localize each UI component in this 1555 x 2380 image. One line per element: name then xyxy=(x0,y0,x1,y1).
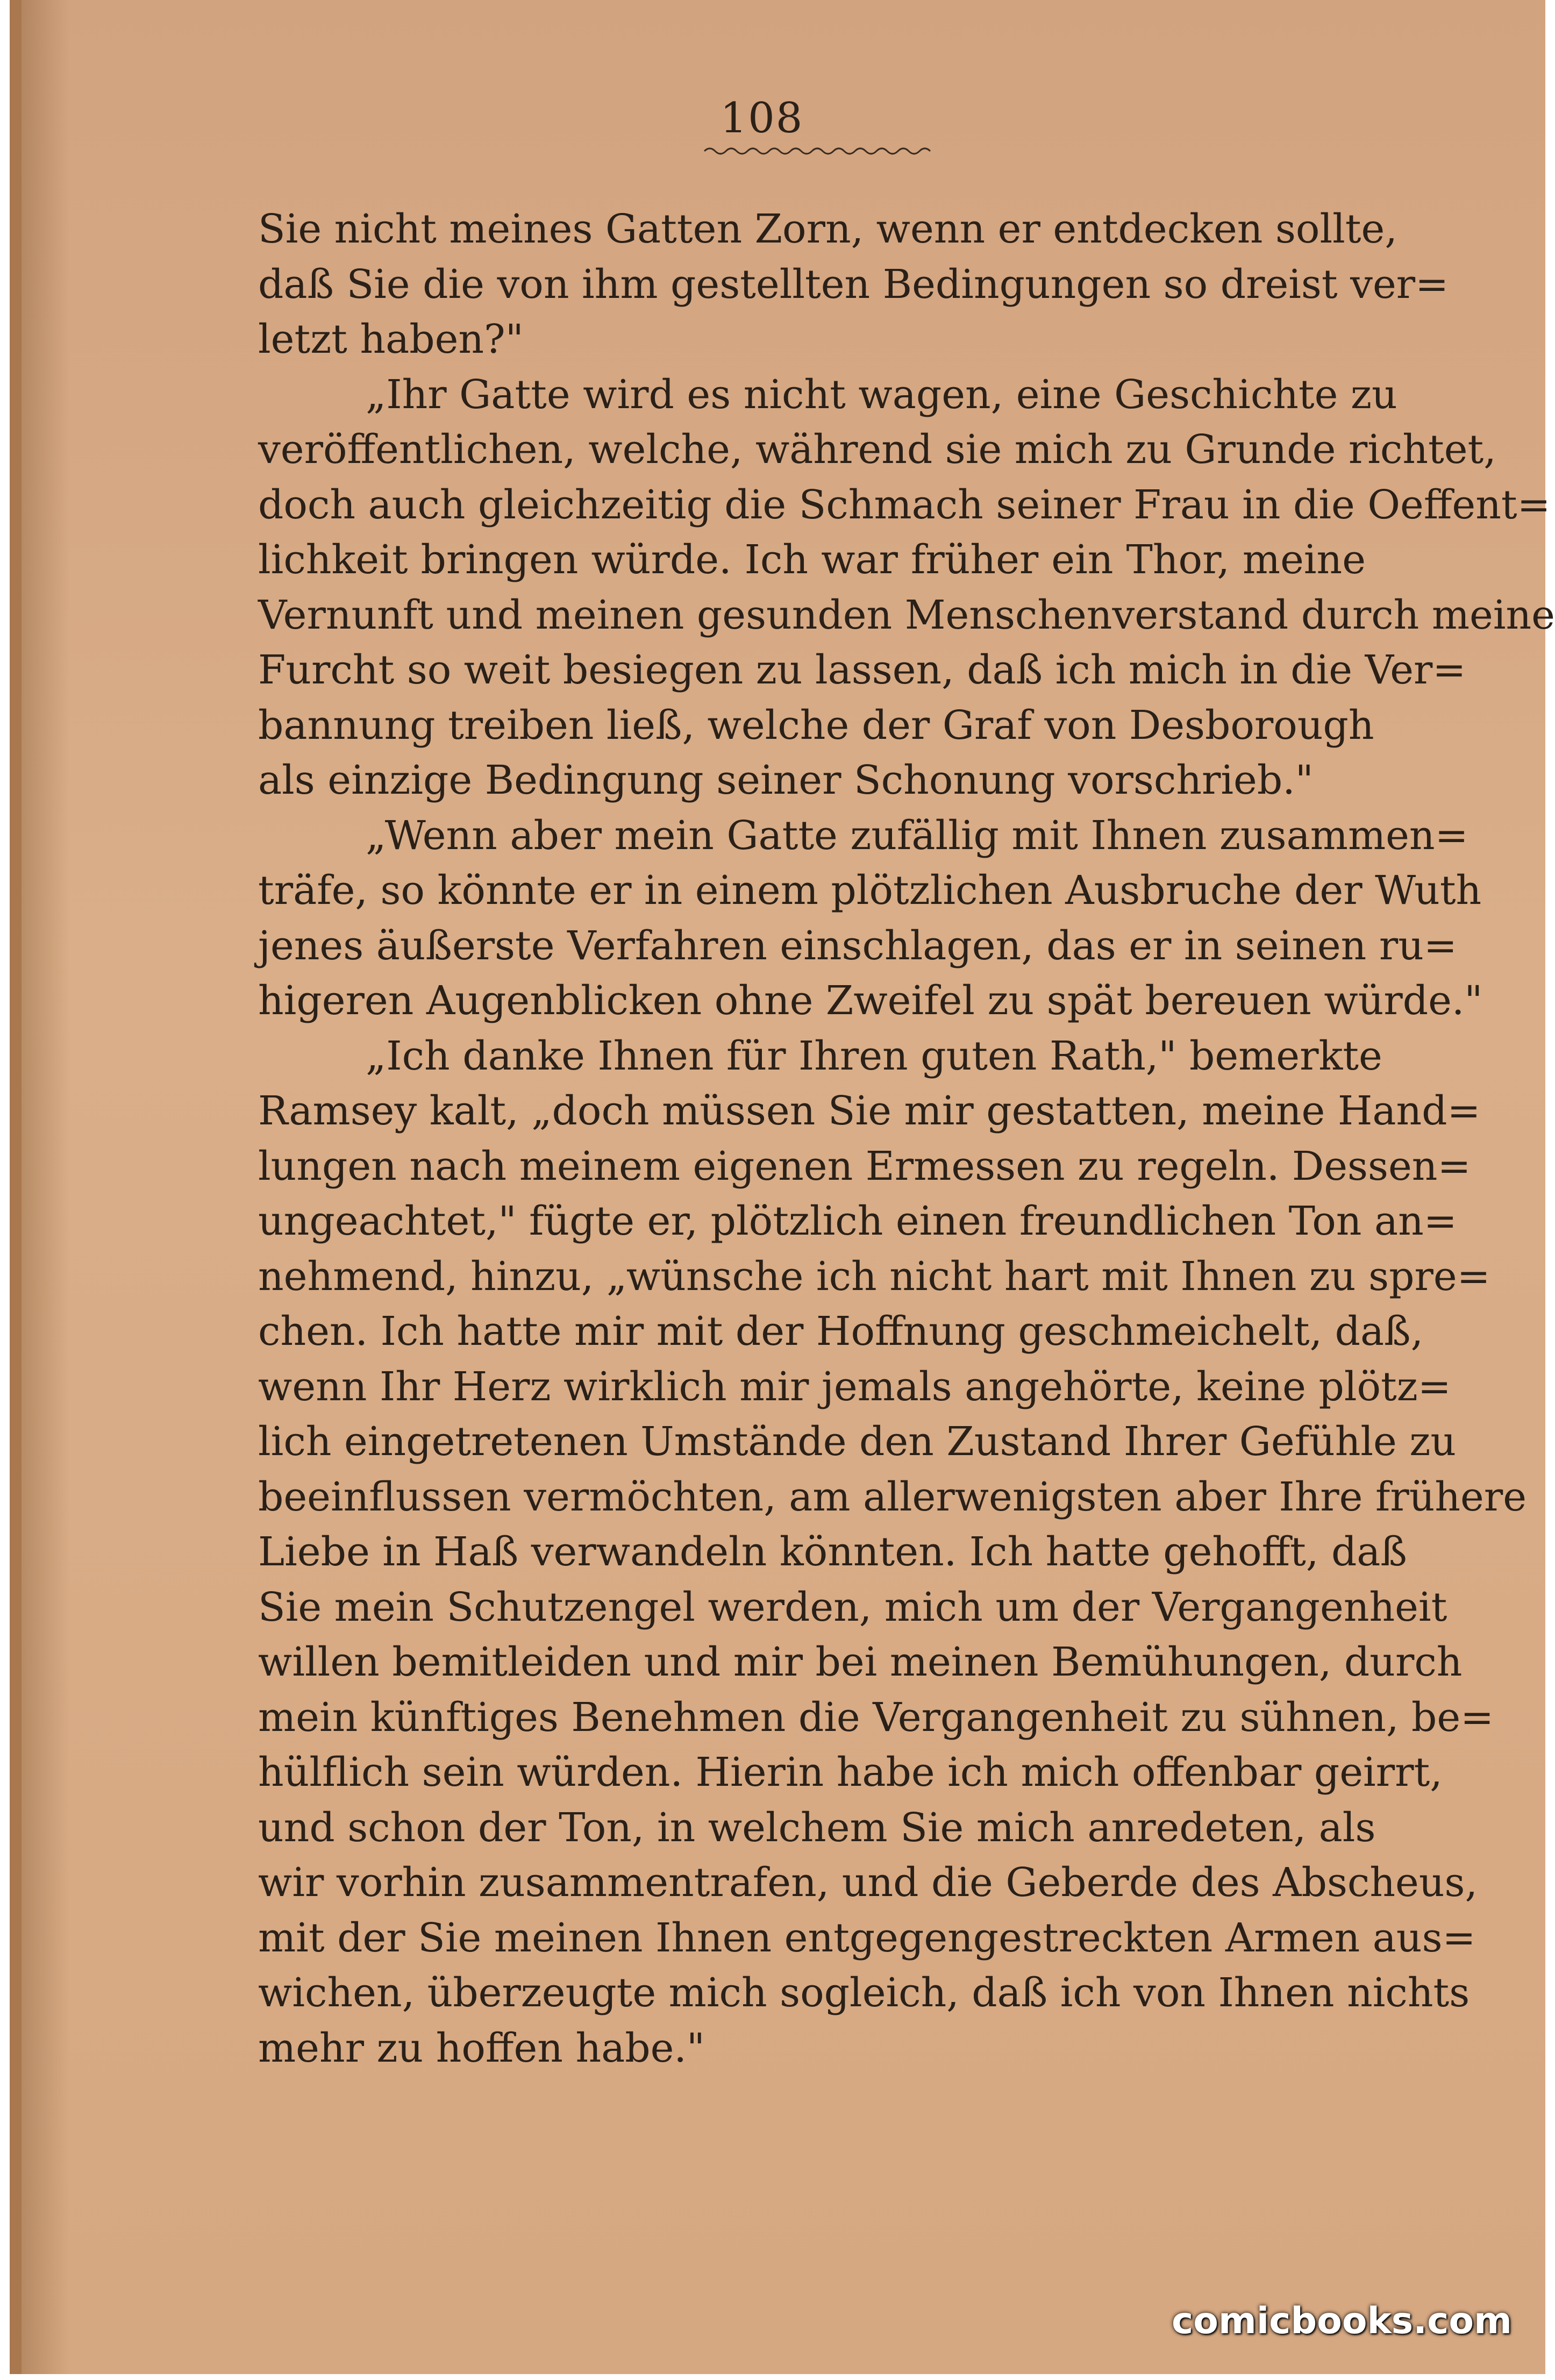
text-line: Ramsey kalt, „doch müssen Sie mir gestatten, meine Hand= xyxy=(258,1088,1481,1134)
book-page xyxy=(10,0,1555,2374)
text-line: „Ich danke Ihnen für Ihren guten Rath," bemerkte xyxy=(366,1032,1382,1079)
text-line: willen bemitleiden und mir bei meinen Bemühungen, durch xyxy=(258,1639,1463,1685)
text-line: mein künftiges Benehmen die Vergangenheit zu sühnen, be= xyxy=(258,1694,1494,1741)
text-line: Vernunft und meinen gesunden Menschenverstand durch meine xyxy=(258,592,1555,638)
text-line: hülflich sein würden. Hierin habe ich mich offenbar geirrt, xyxy=(258,1749,1443,1795)
text-line: doch auch gleichzeitig die Schmach seiner Frau in die Oeffent= xyxy=(258,481,1551,528)
text-line: als einzige Bedingung seiner Schonung vorschrieb." xyxy=(258,757,1314,803)
text-line: „Ihr Gatte wird es nicht wagen, eine Geschichte zu xyxy=(366,371,1397,418)
text-line: und schon der Ton, in welchem Sie mich anredeten, als xyxy=(258,1804,1376,1851)
text-line: träfe, so könnte er in einem plötzlichen Ausbruche der Wuth xyxy=(258,867,1482,914)
text-line: Furcht so weit besiegen zu lassen, daß ich mich in die Ver= xyxy=(258,647,1466,693)
text-line: „Wenn aber mein Gatte zufällig mit Ihnen zusammen= xyxy=(366,812,1468,859)
text-line: mit der Sie meinen Ihnen entgegengestreckten Armen aus= xyxy=(258,1914,1476,1961)
text-line: daß Sie die von ihm gestellten Bedingungen so dreist ver= xyxy=(258,261,1449,308)
page-number: 108 xyxy=(720,94,804,142)
text-line: Sie mein Schutzengel werden, mich um der Vergangenheit xyxy=(258,1584,1447,1630)
text-line: letzt haben?" xyxy=(258,316,524,362)
text-line: beeinflussen vermöchten, am allerwenigsten aber Ihre frühere xyxy=(258,1473,1527,1520)
text-line: Sie nicht meines Gatten Zorn, wenn er entdecken sollte, xyxy=(258,206,1397,252)
text-line: lich eingetretenen Umstände den Zustand Ihrer Gefühle zu xyxy=(258,1419,1457,1465)
text-line: Liebe in Haß verwandeln könnten. Ich hatte gehofft, daß xyxy=(258,1529,1407,1575)
body-text xyxy=(258,202,1555,2076)
text-line: jenes äußerste Verfahren einschlagen, das er in seinen ru= xyxy=(258,922,1457,969)
text-line: mehr zu hoffen habe." xyxy=(258,2025,705,2071)
page-edge-stain xyxy=(22,0,70,2374)
text-line: chen. Ich hatte mir mit der Hoffnung geschmeichelt, daß, xyxy=(258,1308,1424,1355)
text-line: ungeachtet," fügte er, plötzlich einen freundlichen Ton an= xyxy=(258,1198,1457,1244)
text-line: higeren Augenblicken ohne Zweifel zu spät bereuen würde." xyxy=(258,978,1483,1024)
text-line: bannung treiben ließ, welche der Graf von Desborough xyxy=(258,702,1374,749)
watermark: comicbooks.com xyxy=(1171,2300,1512,2342)
ornament-divider xyxy=(704,145,930,157)
text-line: lungen nach meinem eigenen Ermessen zu regeln. Dessen= xyxy=(258,1143,1471,1189)
text-line: wichen, überzeugte mich sogleich, daß ich von Ihnen nichts xyxy=(258,1970,1470,2016)
text-line: lichkeit bringen würde. Ich war früher ein Thor, meine xyxy=(258,537,1366,583)
text-line: wenn Ihr Herz wirklich mir jemals angehörte, keine plötz= xyxy=(258,1363,1451,1410)
text-line: wir vorhin zusammentrafen, und die Geberde des Abscheus, xyxy=(258,1859,1478,1906)
text-line: veröffentlichen, welche, während sie mich zu Grunde richtet, xyxy=(258,426,1496,473)
text-line: nehmend, hinzu, „wünsche ich nicht hart mit Ihnen zu spre= xyxy=(258,1253,1490,1300)
